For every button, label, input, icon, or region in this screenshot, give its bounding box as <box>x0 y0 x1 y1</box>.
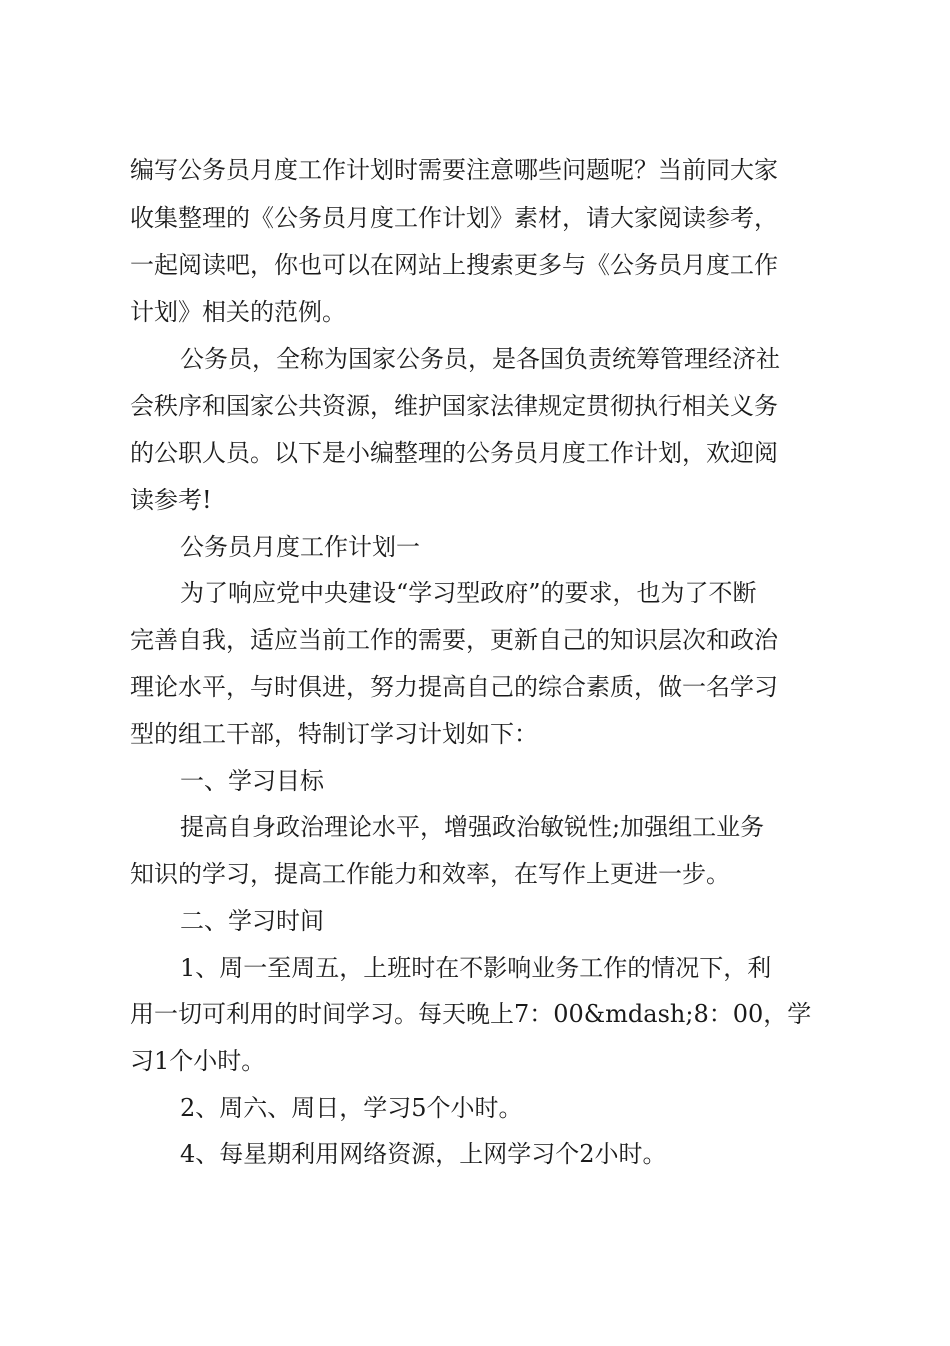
paragraph-4-line-1: 为了响应党中央建设“学习型政府”的要求，也为了不断 <box>180 579 757 607</box>
paragraph-1-line-1: 编写公务员月度工作计划时需要注意哪些问题呢？当前同大家 <box>130 156 778 184</box>
paragraph-8-line-2: 用一切可利用的时间学习。每天晚上7：00&mdash;8：00，学 <box>130 1000 812 1028</box>
paragraph-6-line-1: 提高自身政治理论水平，增强政治敏锐性;加强组工业务 <box>180 813 765 841</box>
paragraph-2-line-3: 的公职人员。以下是小编整理的公务员月度工作计划，欢迎阅 <box>130 439 778 467</box>
paragraph-1-line-2: 收集整理的《公务员月度工作计划》素材，请大家阅读参考， <box>130 204 778 232</box>
paragraph-4-line-2: 完善自我，适应当前工作的需要，更新自己的知识层次和政治 <box>130 626 778 654</box>
paragraph-8-line-1: 1、周一至周五，上班时在不影响业务工作的情况下，利 <box>180 954 772 982</box>
paragraph-1-line-4: 计划》相关的范例。 <box>130 298 346 326</box>
paragraph-4-line-3: 理论水平，与时俱进，努力提高自己的综合素质，做一名学习 <box>130 673 778 701</box>
heading-study-time: 二、学习时间 <box>180 907 324 935</box>
paragraph-2-line-4: 读参考! <box>130 486 212 514</box>
paragraph-2-line-2: 会秩序和国家公共资源，维护国家法律规定贯彻执行相关义务 <box>130 392 778 420</box>
paragraph-10-line-1: 4、每星期利用网络资源，上网学习个2小时。 <box>180 1140 667 1168</box>
paragraph-9-line-1: 2、周六、周日，学习5个小时。 <box>180 1094 523 1122</box>
section-title: 公务员月度工作计划一 <box>180 533 420 561</box>
paragraph-1-line-3: 一起阅读吧，你也可以在网站上搜索更多与《公务员月度工作 <box>130 251 778 279</box>
heading-study-goal: 一、学习目标 <box>180 767 324 795</box>
paragraph-2-line-1: 公务员，全称为国家公务员，是各国负责统筹管理经济社 <box>180 345 780 373</box>
paragraph-4-line-4: 型的组工干部，特制订学习计划如下： <box>130 720 538 748</box>
paragraph-8-line-3: 习1个小时。 <box>130 1047 266 1075</box>
paragraph-6-line-2: 知识的学习，提高工作能力和效率，在写作上更进一步。 <box>130 860 730 888</box>
